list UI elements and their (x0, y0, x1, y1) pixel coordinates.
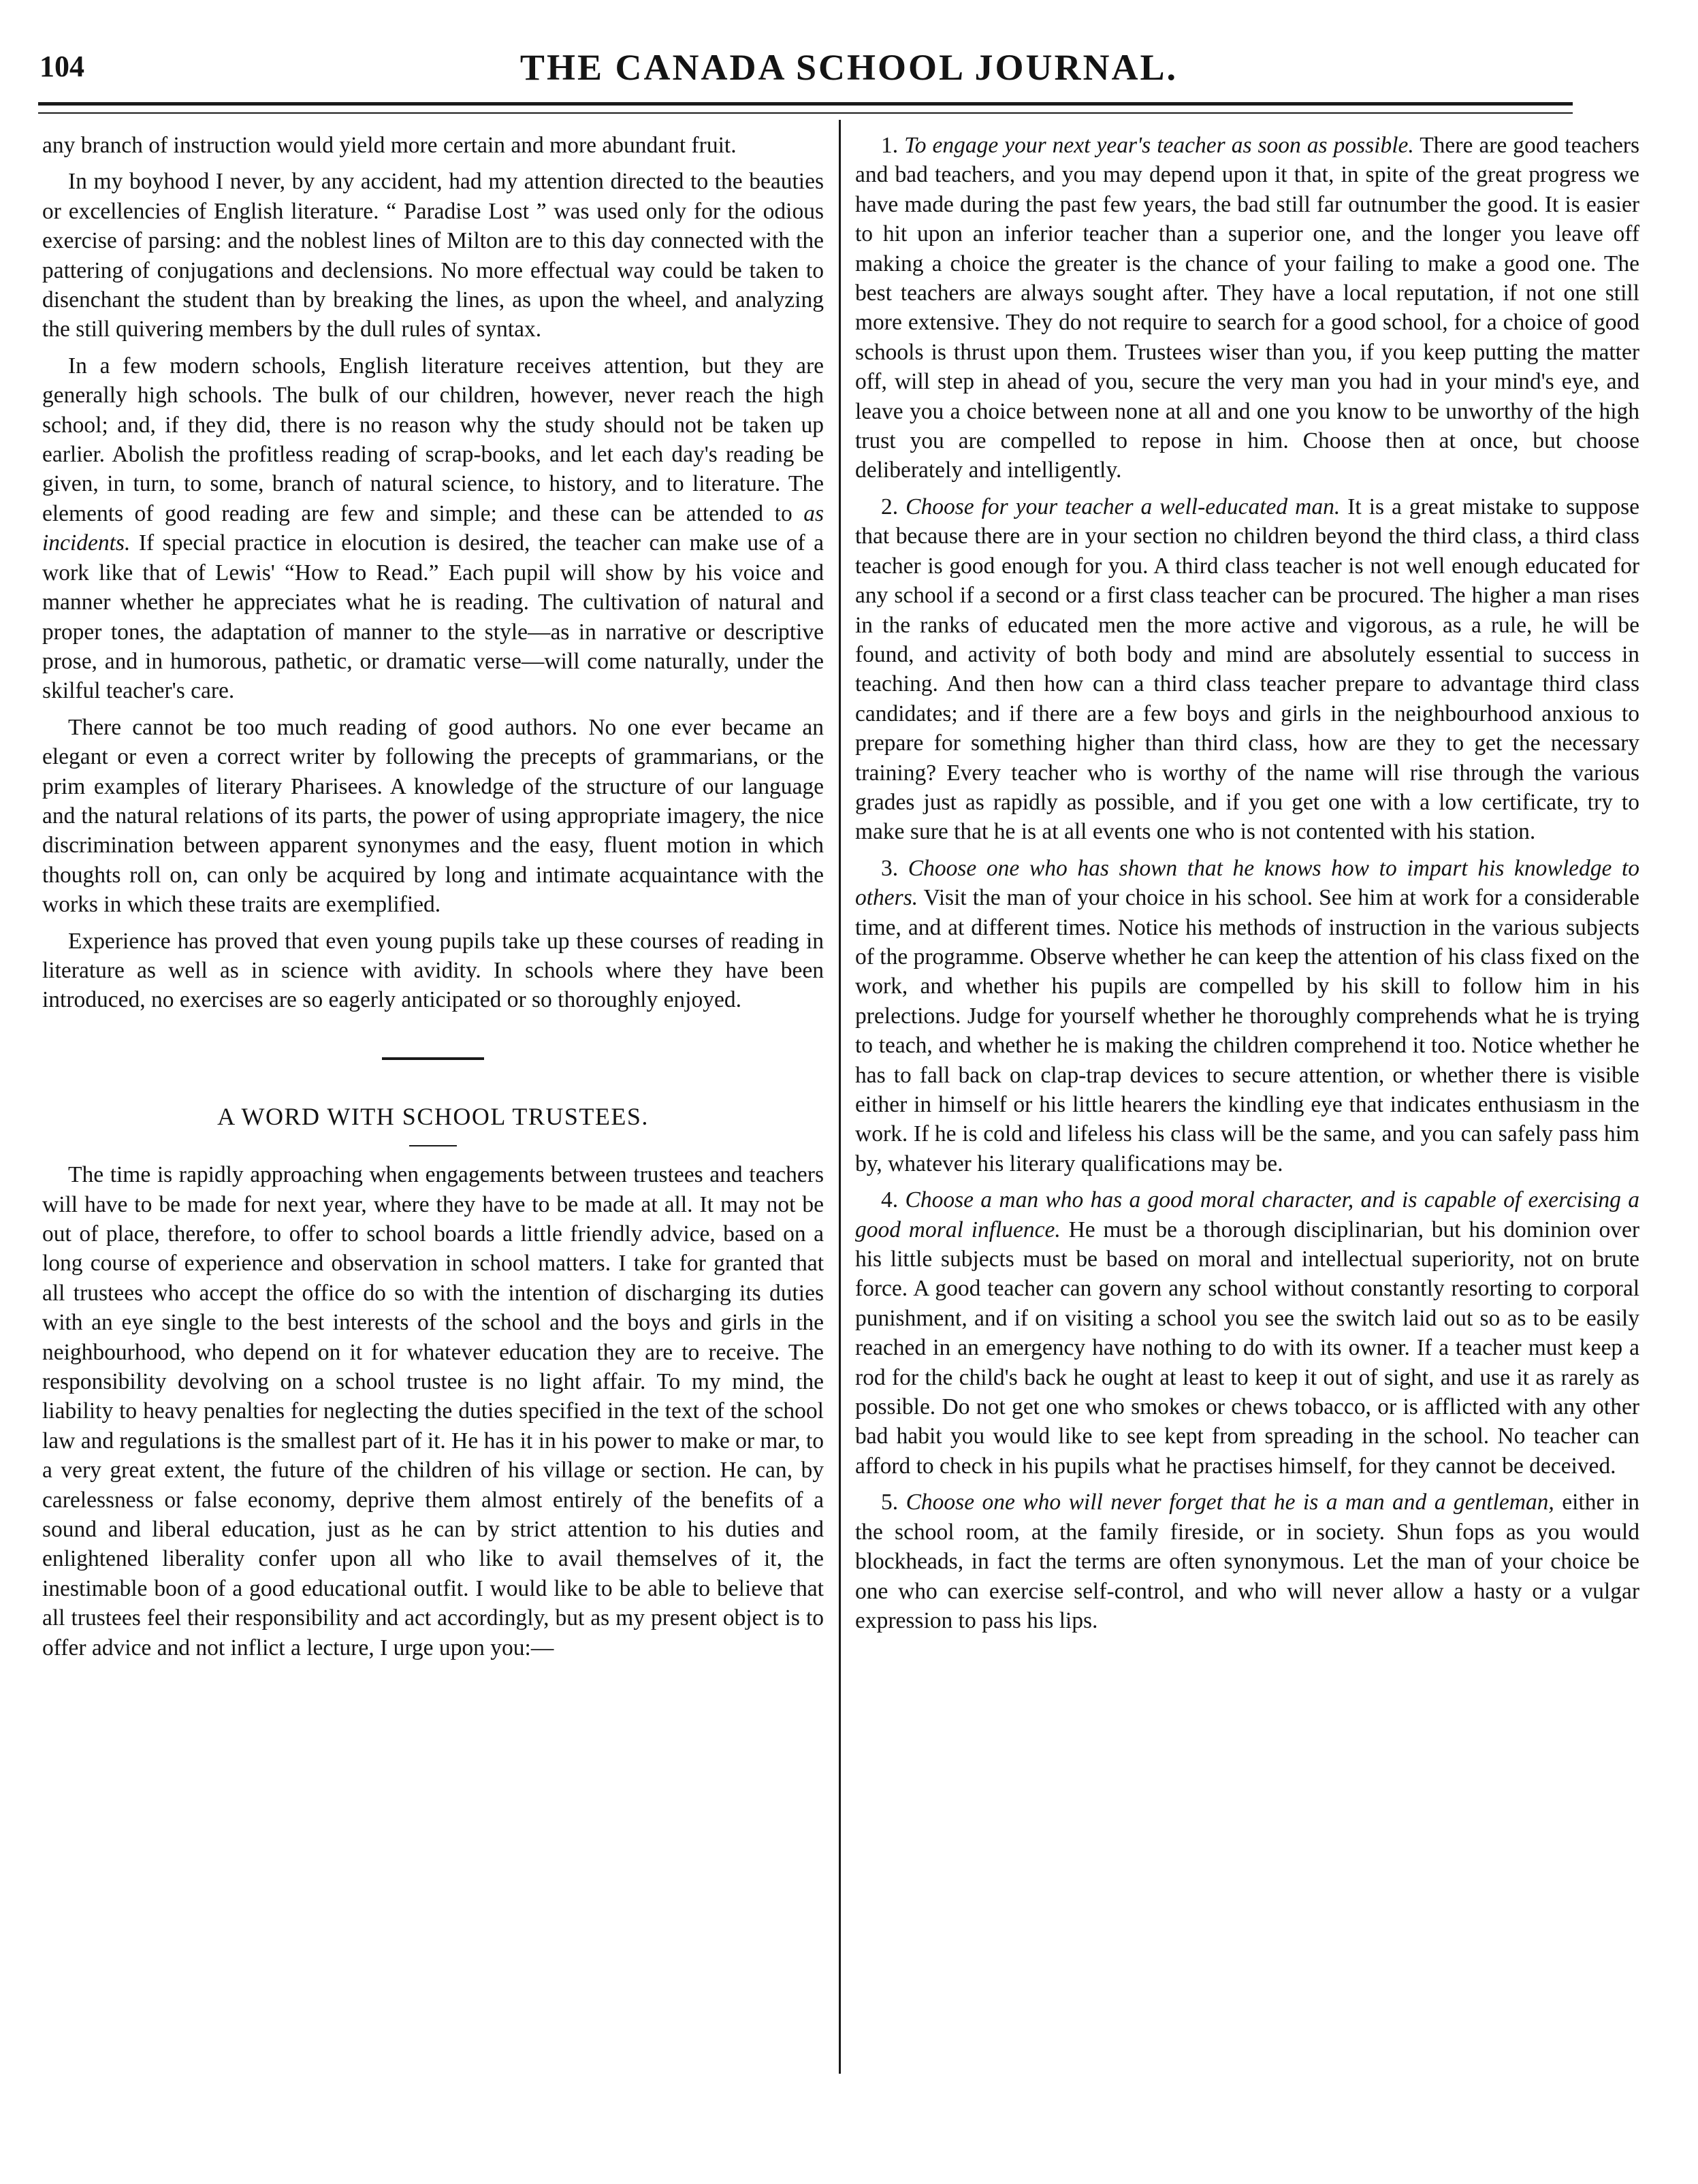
right-column (855, 131, 1639, 1642)
advice-title-1: To engage your next year's teacher as soon as possible. (904, 133, 1414, 158)
left-paragraph-4: There cannot be too much reading of good authors. No one ever became an elegant or even a correct writer by following the precepts of grammarians, or the prim examples of literary Pharisees. A knowledge of the structure of our language and the natural relations of its parts, the power of using appropriate imagery, the nice discrimination between apparent synonymes and the easy, fluent motion in which thoughts roll on, can only be acquired by long and intimate acquaintance with the works in which these traits are exemplified. (42, 714, 824, 918)
advice-item-1 (855, 131, 1639, 485)
left-paragraph-3 (42, 351, 824, 706)
left-paragraph-3-cont: If special practice in elocution is desired, the teacher can make use of a work like that of Lewis' “How to Read.” Each pupil will show by his voice and manner whether he appreciates what he is reading. The cultivation of natural and proper tones, the adaptation of manner to the style—as in narrative or descriptive prose, and in humorous, pathetic, or dramatic verse—will come naturally, under the skilful teacher's care. (42, 530, 824, 704)
advice-item-3 (855, 854, 1639, 1178)
advice-num-2: 2. (881, 494, 899, 519)
advice-item-4 (855, 1185, 1639, 1481)
column-divider (839, 120, 841, 2074)
advice-text-4: He must be a thorough disciplinarian, but his dominion over his little subjects must be based on moral and intellectual superiority, not on brute force. A good teacher can govern any school without constantly resorting to corporal punishment, and if on visiting a school you see the switch laid out so as to be easily reached in an emergency have nothing to do with its owner. If a teacher must keep a rod for the child's back he ought at least to keep it out of sight, and use it as rarely as possible. Do not get one who smokes or chews tobacco, or is afflicted with any other bad habit you would like to see kept from spreading in the school. No teacher can afford to check in his pupils what he practises himself, for they cannot be deceived. (855, 1217, 1639, 1479)
section-separator (42, 1057, 824, 1060)
advice-text-5: either in the school room, at the family fireside, or in society. Shun fops as you would blockheads, in fact the terms are often synonymous. Let the man of your choice be one who can exercise self-control, and who will never allow a hasty or a vulgar expression to pass his lips. (855, 1490, 1640, 1633)
left-paragraph-2: In my boyhood I never, by any accident, had my attention directed to the beauties or excellencies of English literature. “ Paradise Lost ” was used only for the odious exercise of parsing: and the noblest lines of Milton are to this day connected with the pattering of conjugations and declensions. No more effectual way could be taken to disenchant the student than by breaking the lines, as upon the wheel, and analyzing the still quivering members by the dull rules of syntax. (42, 169, 824, 342)
page-number: 104 (39, 50, 84, 83)
left-paragraph-5: Experience has proved that even young pupils take up these courses of reading in literature as well as in science with avidity. In schools where they have been introduced, no exercises are so eagerly anticipated or so thoroughly enjoyed. (42, 928, 824, 1013)
article-heading: A WORD WITH SCHOOL TRUSTEES. (217, 1102, 649, 1130)
italic-phrase: as incidents. (42, 500, 824, 556)
left-paragraph-1: any branch of instruction would yield more certain and more abundant fruit. (42, 133, 737, 158)
left-paragraph-3-text: In a few modern schools, English literature receives attention, but they are generally high schools. The bulk of our children, however, never reach the high school; and, if they did, there is no reason why the study should not be taken up earlier. Abolish the profitless reading of scrap-books, and let each day's reading be given, in turn, to some, branch of natural science, to history, and to literature. The elements of good reading are few and simple; and these can be attended to (42, 353, 824, 526)
advice-num-4: 4. (881, 1187, 899, 1213)
advice-title-5: Choose one who will never forget that he is a man and a gentleman, (906, 1490, 1554, 1515)
advice-text-2: It is a great mistake to suppose that because there are in your section no children beyond the third class, a third class teacher is good enough for you. A third class teacher is not well enough educated for any school if a second or a first class teacher can be procured. The higher a man rises in the ranks of educated men the more active and vigorous, as a rule, he will be found, and activity of both body and mind are absolutely essential to success in teaching. And then how can a third class teacher prepare to advantage third class candidates; and if there are a few boys and girls in the neighbourhood anxious to prepare for something higher than third class, how are they to get the necessary training? Every teacher who is worthy of the name will rise through the various grades just as rapidly as possible, and if you get one with a low certificate, try to make sure that he is at all events one who is not contented with his station. (855, 494, 1640, 845)
advice-text-3: Visit the man of your choice in his school. See him at work for a considerable time, and at different times. Notice his methods of instruction in the various subjects of the programme. Observe whether he can keep the attention of his class fixed on the work, and whether his pupils are compelled by his skill to follow him in his prelections. Judge for yourself whether he thoroughly comprehends what he is trying to teach, and whether he is making the children comprehend it too. Notice whether he has to fall back on clap-trap devices to secure attention, or whether there is visible either in himself or his little hearers the kindling eye that indicates enthusiasm in the work. If he is cold and lifeless his class will be the same, and you can safely pass him by, whatever his literary qualifications may be. (855, 885, 1639, 1176)
advice-title-3: Choose one who has shown that he knows how to impart his knowledge to others. (855, 855, 1639, 911)
advice-num-3: 3. (881, 855, 899, 881)
article-intro: The time is rapidly approaching when engagements between trustees and teachers will have to be made for next year, where they have to be made at all. It may not be out of place, therefore, to offer to school boards a little friendly advice, based on a long course of experience and observation in school matters. I take for granted that all trustees who accept the office do so with the intention of discharging its duties with an eye single to the best interests of the school and the boys and girls in the neighbourhood, who depend on it for whatever education they are to receive. The responsibility devolving on a school trustee is no light affair. To my mind, the liability to heavy penalties for neglecting the duties specified in the text of the school law and regulations is the smallest part of it. He has it in his power to make or mar, to a very great extent, the future of the children of his village or section. He can, by carelessness or false economy, deprive them almost entirely of the benefits of a sound and liberal education, just as he can by strict attention to his duties and enlightened liberality confer upon all who like to avail themselves of it, the inestimable boon of a good educational outfit. I would like to be able to believe that all trustees feel their responsibility and act accordingly, but as my present object is to offer advice and not inflict a lecture, I urge upon you:— (42, 1162, 824, 1660)
advice-item-2 (855, 492, 1639, 847)
advice-item-5 (855, 1488, 1639, 1635)
header-rule-thin (38, 112, 1573, 114)
advice-num-1: 1. (881, 133, 899, 158)
running-head: THE CANADA SCHOOL JOURNAL. (519, 47, 1179, 88)
advice-num-5: 5. (881, 1490, 899, 1515)
advice-title-2: Choose for your teacher a well-educated man. (906, 494, 1341, 519)
advice-title-4: Choose a man who has a good moral character, and is capable of exercising a good moral influence. (855, 1187, 1639, 1242)
heading-rule (42, 1145, 824, 1146)
left-column (42, 131, 824, 1669)
advice-text-1: There are good teachers and bad teachers, and you may depend upon it that, in spite of the great progress we have made during the past few years, the bad still far outnumber the good. It is easier to hit upon an inferior teacher than a superior one, and the longer you leave off making a choice the greater is the chance of your failing to make a good one. The best teachers are always sought after. They have a local reputation, if not one still more extensive. They do not require to search for a good school, for a choice of good schools is thrust upon them. Trustees wiser than you, if you keep putting the matter off, will step in ahead of you, secure the very man you had in your mind's eye, and leave you a choice between none at all and one you know to be unworthy of the high trust you are compelled to repose in him. Choose then at once, but choose deliberately and intelligently. (855, 133, 1640, 483)
header-rule-thick (38, 102, 1573, 106)
